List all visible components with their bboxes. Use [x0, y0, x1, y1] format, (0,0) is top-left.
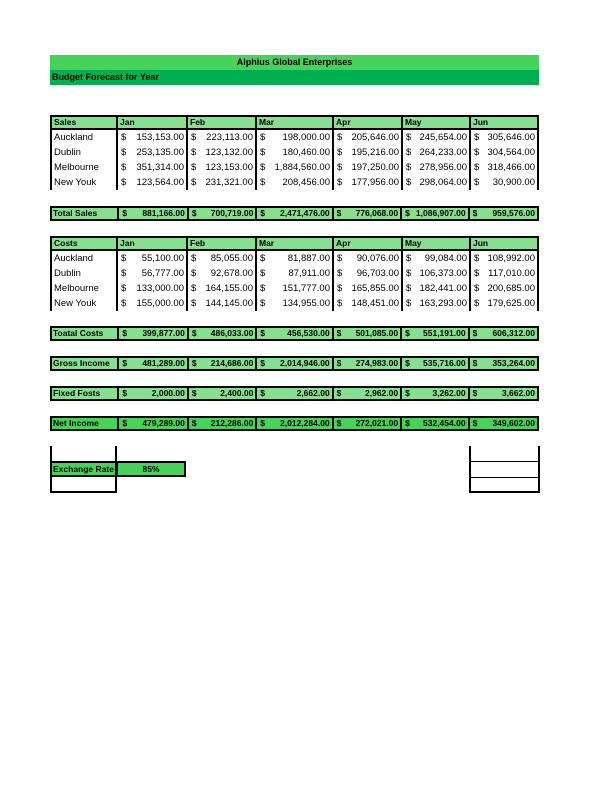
fixed-costs-row [50, 386, 539, 401]
month-header-jan[interactable]: Jan [116, 117, 186, 132]
value-cell[interactable]: $ 123,153.00 [186, 160, 255, 175]
value-cell[interactable]: $ 108,992.00 [469, 251, 539, 266]
value-cell[interactable]: $ 208,456.00 [255, 175, 332, 190]
value-cell[interactable]: $ 182,441.00 [401, 281, 469, 296]
company-title: Alphius Global Enterprises [50, 55, 539, 70]
cell-border [469, 446, 471, 493]
fixed-costs-mar[interactable]: $ 2,662.00 [255, 388, 331, 399]
budget-subtitle: Budget Forecast for Year [50, 70, 539, 85]
value-cell[interactable]: $ 318,466.00 [469, 160, 539, 175]
value-cell[interactable]: $ 231,321.00 [186, 175, 255, 190]
table-row [50, 296, 539, 311]
table-row [50, 130, 539, 145]
city-label[interactable]: New Youk [50, 175, 116, 190]
value-cell[interactable]: $ 205,646.00 [332, 130, 401, 145]
total-costs-row [50, 326, 539, 341]
month-header-feb[interactable]: Feb [186, 117, 255, 132]
value-cell[interactable]: $ 164,155.00 [186, 281, 255, 296]
value-cell[interactable]: $ 245,654.00 [401, 130, 469, 145]
total-sales-jun[interactable]: $ 959,576.00 [468, 208, 537, 219]
value-cell[interactable]: $ 153,153.00 [116, 130, 186, 145]
net-income-apr[interactable]: $ 272,021.00 [332, 418, 400, 429]
table-row [50, 281, 539, 296]
table-row [50, 145, 539, 160]
city-label[interactable]: Dublin [50, 145, 116, 160]
gross-income-label[interactable]: Gross Income [53, 358, 110, 368]
value-cell[interactable]: $ 298,064.00 [401, 175, 469, 190]
value-cell[interactable]: $ 223,113.00 [186, 130, 255, 145]
cell-border [469, 461, 540, 462]
total-costs-jan[interactable]: $ 399,877.00 [117, 328, 186, 339]
value-cell[interactable]: $ 304,564.00 [469, 145, 539, 160]
month-header-may[interactable]: May [401, 117, 469, 132]
month-header-jan[interactable]: Jan [116, 238, 186, 253]
city-label[interactable]: Auckland [50, 251, 116, 266]
month-header-jun[interactable]: Jun [469, 238, 539, 253]
month-header-mar[interactable]: Mar [255, 117, 332, 132]
value-cell[interactable]: $ 144,145.00 [186, 296, 255, 311]
value-cell[interactable]: $ 87,911.00 [255, 266, 332, 281]
sales-header-row [50, 115, 539, 130]
city-label[interactable]: Dublin [50, 266, 116, 281]
total-costs-feb[interactable]: $ 486,033.00 [187, 328, 255, 339]
value-cell[interactable]: $ 134,955.00 [255, 296, 332, 311]
month-header-feb[interactable]: Feb [186, 238, 255, 253]
net-income-label[interactable]: Net Income [53, 418, 99, 428]
value-cell[interactable]: $ 123,132.00 [186, 145, 255, 160]
value-cell[interactable]: $ 163,293.00 [401, 296, 469, 311]
table-row [50, 251, 539, 266]
total-costs-apr[interactable]: $ 501,085.00 [332, 328, 400, 339]
exchange-rate-value[interactable]: 85% [116, 461, 186, 477]
value-cell[interactable]: $ 123,564.00 [116, 175, 186, 190]
value-cell[interactable]: $ 177,956.00 [332, 175, 401, 190]
gross-income-mar[interactable]: $ 2,014,946.00 [255, 358, 331, 369]
city-label[interactable]: New Youk [50, 296, 116, 311]
value-cell[interactable]: $ 155,000.00 [116, 296, 186, 311]
table-row [50, 160, 539, 175]
value-cell[interactable]: $ 351,314.00 [116, 160, 186, 175]
gross-income-jan[interactable]: $ 481,289.00 [117, 358, 186, 369]
total-costs-label[interactable]: Toatal Costs [53, 328, 104, 338]
value-cell[interactable]: $ 55,100.00 [116, 251, 186, 266]
value-cell[interactable]: $ 1,884,560.00 [255, 160, 332, 175]
value-cell[interactable]: $ 148,451.00 [332, 296, 401, 311]
fixed-costs-may[interactable]: $ 3,262.00 [400, 388, 467, 399]
month-header-apr[interactable]: Apr [332, 238, 401, 253]
net-income-jun[interactable]: $ 349,602.00 [468, 418, 537, 429]
value-cell[interactable]: $ 99,084.00 [401, 251, 469, 266]
value-cell[interactable]: $ 200,685.00 [469, 281, 539, 296]
costs-header-label[interactable]: Costs [50, 238, 116, 253]
value-cell[interactable]: $ 92,678.00 [186, 266, 255, 281]
cell-border [50, 491, 117, 493]
value-cell[interactable]: $ 195,216.00 [332, 145, 401, 160]
total-sales-feb[interactable]: $ 700,719.00 [187, 208, 255, 219]
gross-income-feb[interactable]: $ 214,686.00 [187, 358, 255, 369]
value-cell[interactable]: $ 56,777.00 [116, 266, 186, 281]
total-sales-jan[interactable]: $ 881,166.00 [117, 208, 186, 219]
city-label[interactable]: Auckland [50, 130, 116, 145]
net-income-row [50, 416, 539, 431]
value-cell[interactable]: $ 305,646.00 [469, 130, 539, 145]
fixed-costs-apr[interactable]: $ 2,962.00 [332, 388, 400, 399]
value-cell[interactable]: $ 253,135.00 [116, 145, 186, 160]
value-cell[interactable]: $ 197,250.00 [332, 160, 401, 175]
total-sales-label[interactable]: Total Sales [53, 208, 98, 218]
gross-income-may[interactable]: $ 535,716.00 [400, 358, 467, 369]
net-income-may[interactable]: $ 532,454.00 [400, 418, 467, 429]
cell-border [538, 446, 540, 493]
fixed-costs-feb[interactable]: $ 2,400.00 [187, 388, 255, 399]
fixed-costs-jun[interactable]: $ 3,662.00 [468, 388, 537, 399]
value-cell[interactable]: $ 278,956.00 [401, 160, 469, 175]
city-label[interactable]: Melbourne [50, 281, 116, 296]
value-cell[interactable]: $ 81,887.00 [255, 251, 332, 266]
value-cell[interactable]: $ 198,000.00 [255, 130, 332, 145]
city-label[interactable]: Melbourne [50, 160, 116, 175]
value-cell[interactable]: $ 96,703.00 [332, 266, 401, 281]
value-cell[interactable]: $ 133,000.00 [116, 281, 186, 296]
total-sales-apr[interactable]: $ 776,068.00 [332, 208, 400, 219]
sales-header-label[interactable]: Sales [50, 117, 116, 132]
value-cell[interactable]: $ 85,055.00 [186, 251, 255, 266]
month-header-mar[interactable]: Mar [255, 238, 332, 253]
gross-income-jun[interactable]: $ 353,264.00 [468, 358, 537, 369]
value-cell[interactable]: $ 117,010.00 [469, 266, 539, 281]
total-sales-mar[interactable]: $ 2,471,476.00 [255, 208, 331, 219]
net-income-jan[interactable]: $ 479,289.00 [117, 418, 186, 429]
fixed-costs-label[interactable]: Fixed Fosts [53, 388, 101, 398]
month-header-jun[interactable]: Jun [469, 117, 539, 132]
value-cell[interactable]: $ 151,777.00 [255, 281, 332, 296]
value-cell[interactable]: $ 179,625.00 [469, 296, 539, 311]
total-costs-jun[interactable]: $ 606,312.00 [468, 328, 537, 339]
total-sales-row [50, 206, 539, 221]
value-cell[interactable]: $ 165,855.00 [332, 281, 401, 296]
net-income-mar[interactable]: $ 2,012,284.00 [255, 418, 331, 429]
month-header-apr[interactable]: Apr [332, 117, 401, 132]
exchange-rate-label[interactable]: Exchange Rate [50, 461, 117, 477]
value-cell[interactable]: $ 264,233.00 [401, 145, 469, 160]
fixed-costs-jan[interactable]: $ 2,000.00 [117, 388, 186, 399]
table-row [50, 175, 539, 190]
month-header-may[interactable]: May [401, 238, 469, 253]
total-sales-may[interactable]: $ 1,086,907.00 [400, 208, 467, 219]
gross-income-apr[interactable]: $ 274,983.00 [332, 358, 400, 369]
costs-header-row [50, 236, 539, 251]
value-cell[interactable]: $ 30,900.00 [469, 175, 539, 190]
total-costs-may[interactable]: $ 551,191.00 [400, 328, 467, 339]
total-costs-mar[interactable]: $ 456,530.00 [255, 328, 331, 339]
gross-income-row [50, 356, 539, 371]
net-income-feb[interactable]: $ 212,286.00 [187, 418, 255, 429]
value-cell[interactable]: $ 180,460.00 [255, 145, 332, 160]
cell-border [469, 477, 540, 478]
value-cell[interactable]: $ 90,076.00 [332, 251, 401, 266]
table-row [50, 266, 539, 281]
value-cell[interactable]: $ 106,373.00 [401, 266, 469, 281]
cell-border [469, 491, 540, 493]
